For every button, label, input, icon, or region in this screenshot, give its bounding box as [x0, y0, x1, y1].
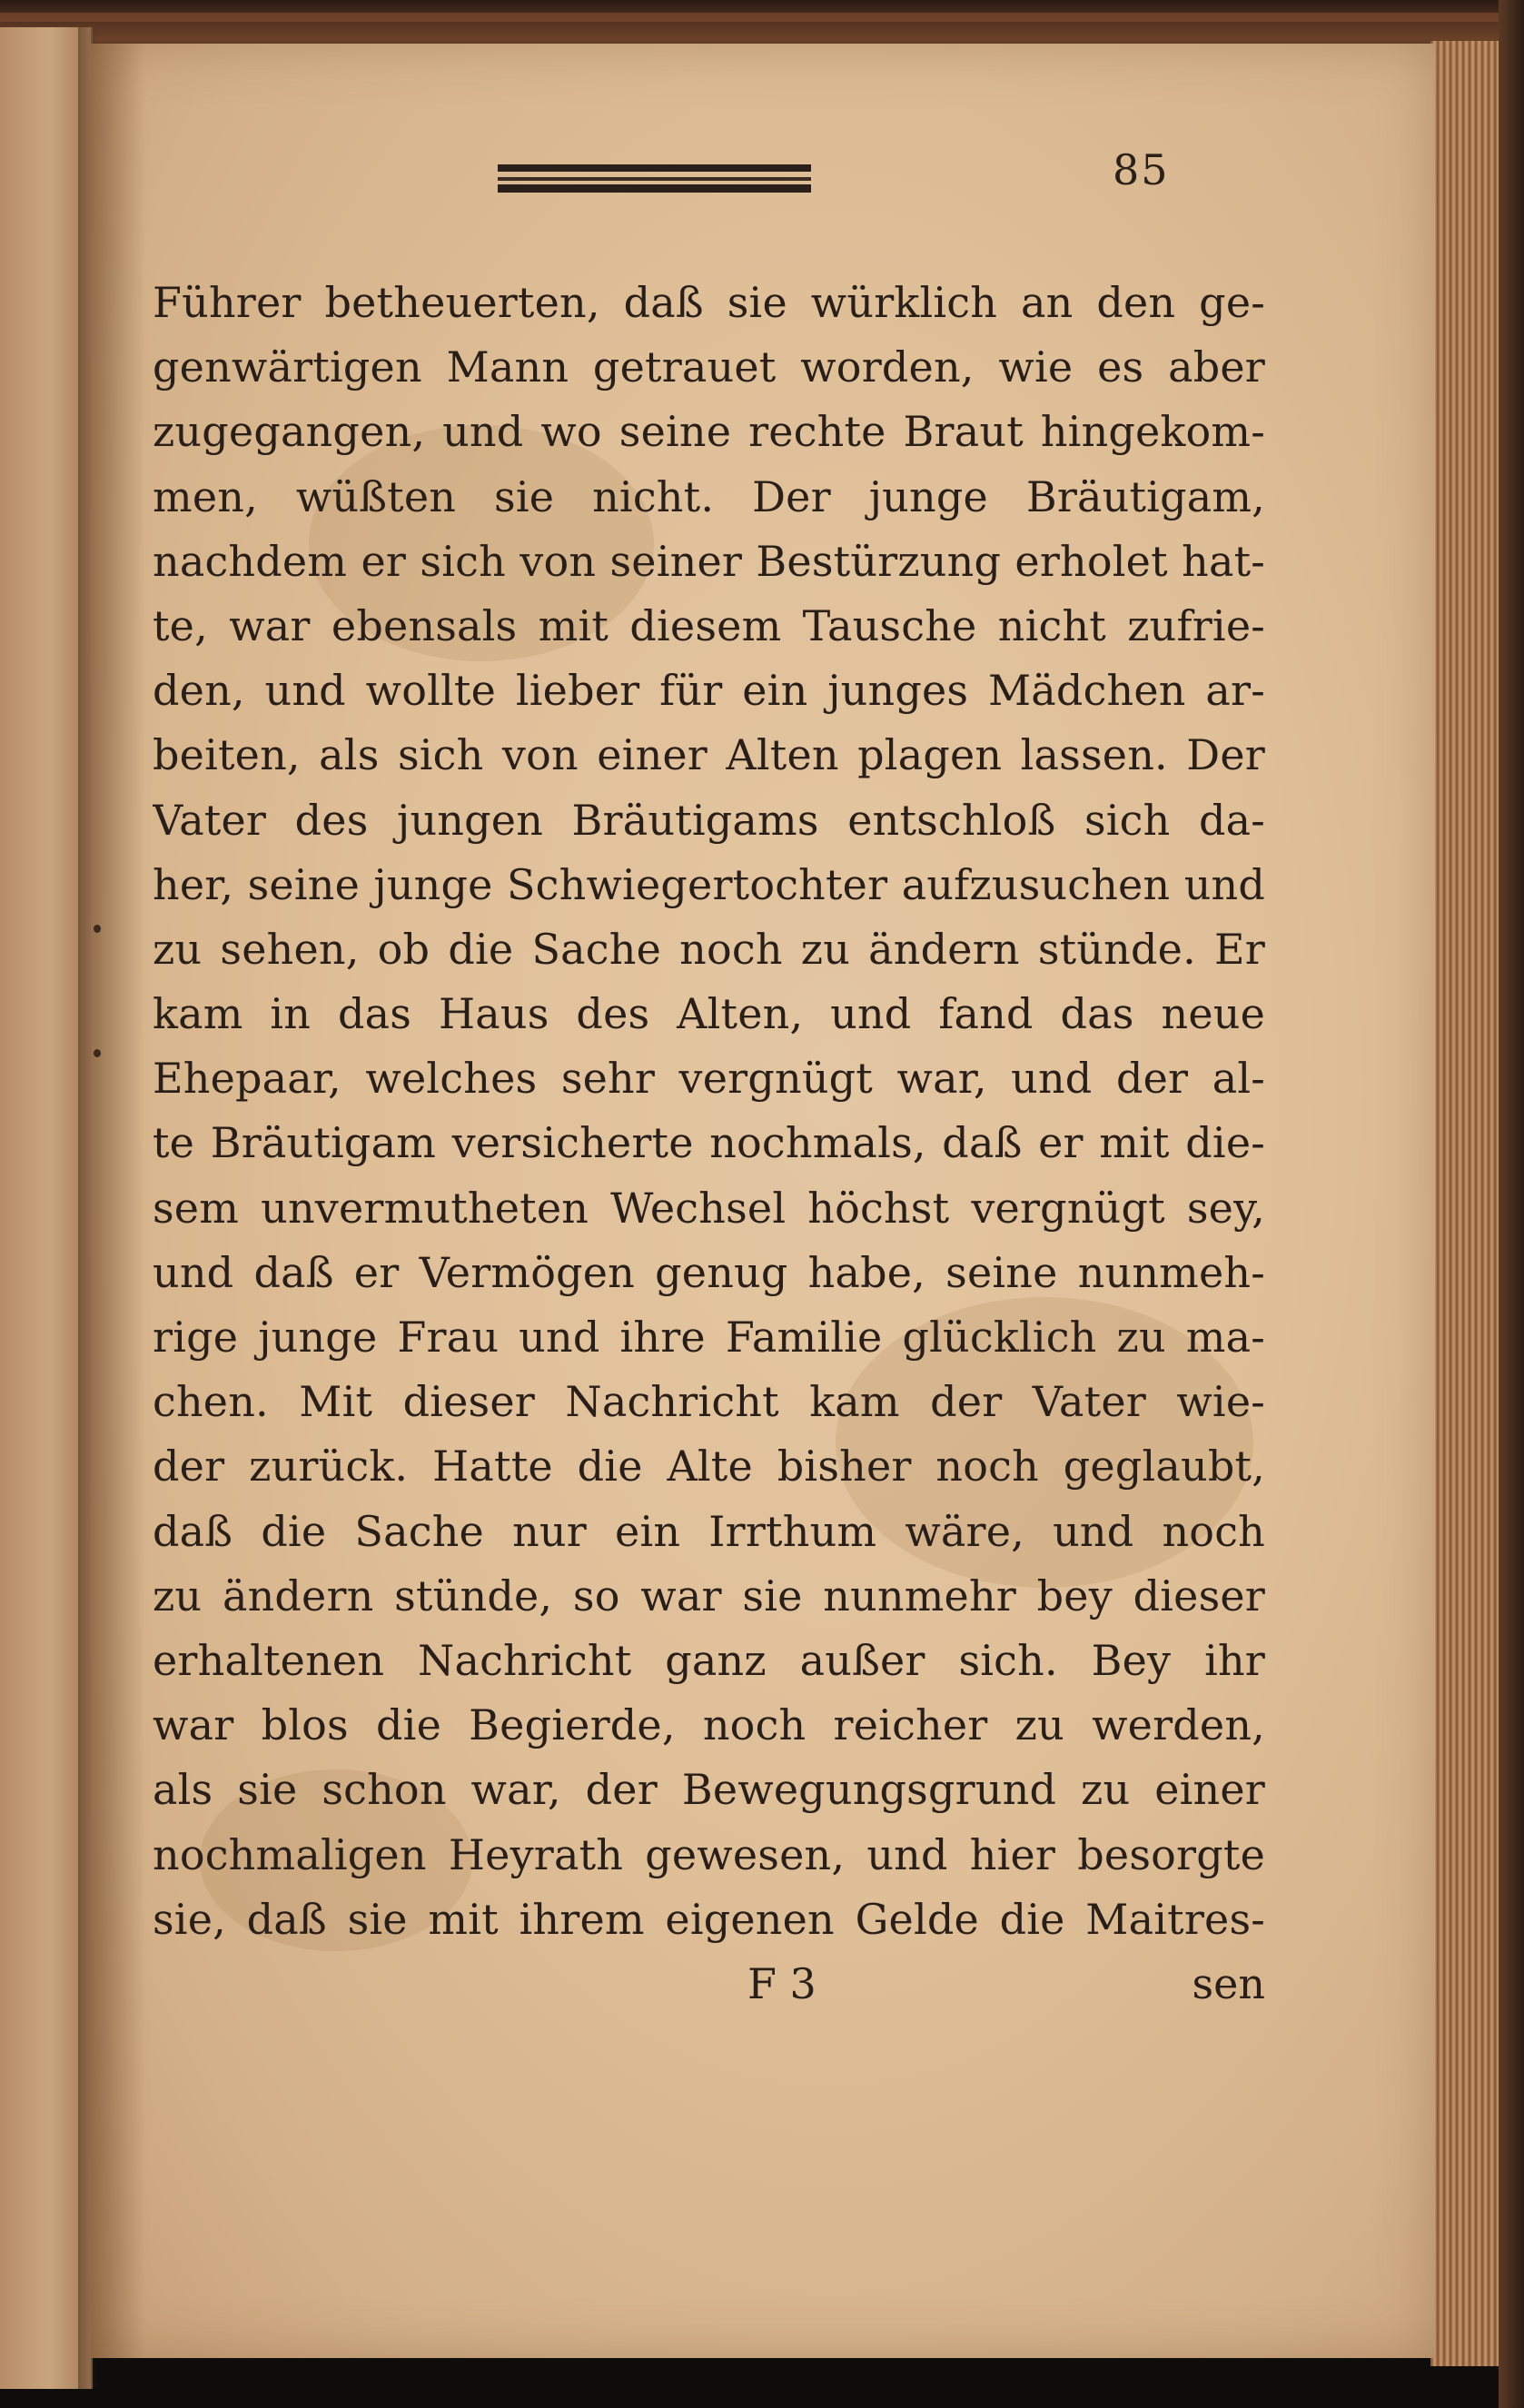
text-line: zu ändern stünde, so war sie nunmehr bey dieser: [153, 1571, 1265, 1620]
rule-line: [498, 184, 811, 193]
text-line: genwärtigen Mann getrauet worden, wie es aber: [153, 342, 1265, 392]
text-line: Ehepaar, welches sehr vergnügt war, und der al-: [153, 1054, 1265, 1104]
text-line: erhaltenen Nachricht ganz außer sich. Bey ihr: [153, 1635, 1265, 1685]
text-line: Führer betheuerten, daß sie würklich an den ge-: [153, 278, 1265, 327]
text-line: rige junge Frau und ihre Familie glücklich zu ma-: [153, 1313, 1265, 1362]
text-line: war blos die Begierde, noch reicher zu werden,: [153, 1700, 1265, 1750]
text-line: zu sehen, ob die Sache noch zu ändern stünde. Er: [153, 924, 1265, 974]
text-line: und daß er Vermögen genug habe, seine nunmeh-: [153, 1247, 1265, 1297]
text-line: sem unvermutheten Wechsel höchst vergnügt sey,: [153, 1183, 1265, 1233]
page-gutter: [91, 44, 145, 2358]
text-line: men, wüßten sie nicht. Der junge Bräutigam,: [153, 471, 1265, 521]
text-line: nachdem er sich von seiner Bestürzung erholet hat-: [153, 536, 1265, 586]
rule-line: [498, 164, 811, 172]
text-line: beiten, als sich von einer Alten plagen lassen. Der: [153, 730, 1265, 780]
page-footer: [153, 1951, 1265, 2017]
text-line: den, und wollte lieber für ein junges Mädchen ar-: [153, 666, 1265, 716]
text-line: sie, daß sie mit ihrem eigenen Gelde die Maitres-: [153, 1894, 1265, 1944]
text-line: zugegangen, und wo seine rechte Braut hingekom-: [153, 407, 1265, 457]
book-cover-edge: [1499, 0, 1524, 2408]
text-line: kam in das Haus des Alten, und fand das neue: [153, 989, 1265, 1039]
text-line: chen. Mit dieser Nachricht kam der Vater wie-: [153, 1377, 1265, 1427]
text-line: te Bräutigam versicherte nochmals, daß er mit die-: [153, 1118, 1265, 1168]
body-text: [153, 271, 1265, 1952]
signature-mark: F 3: [747, 1959, 816, 2008]
margin-mark: [94, 925, 101, 933]
text-line: Vater des jungen Bräutigams entschloß sich da-: [153, 795, 1265, 845]
text-line: nochmaligen Heyrath gewesen, und hier besorgte: [153, 1829, 1265, 1879]
text-line: her, seine junge Schwiegertochter aufzusuchen und: [153, 859, 1265, 909]
header-rule: [498, 164, 811, 201]
text-line: als sie schon war, der Bewegungsgrund zu einer: [153, 1765, 1265, 1815]
margin-mark: [94, 1049, 101, 1057]
catchword: sen: [1192, 1959, 1265, 2008]
text-line: der zurück. Hatte die Alte bisher noch geglaubt,: [153, 1442, 1265, 1491]
text-line: te, war ebensals mit diesem Tausche nicht zufrie-: [153, 600, 1265, 650]
text-line: daß die Sache nur ein Irrthum wäre, und noch: [153, 1506, 1265, 1556]
binding-stripe: [0, 13, 1524, 22]
rule-line: [498, 177, 811, 181]
page-number: 85: [1113, 145, 1170, 194]
